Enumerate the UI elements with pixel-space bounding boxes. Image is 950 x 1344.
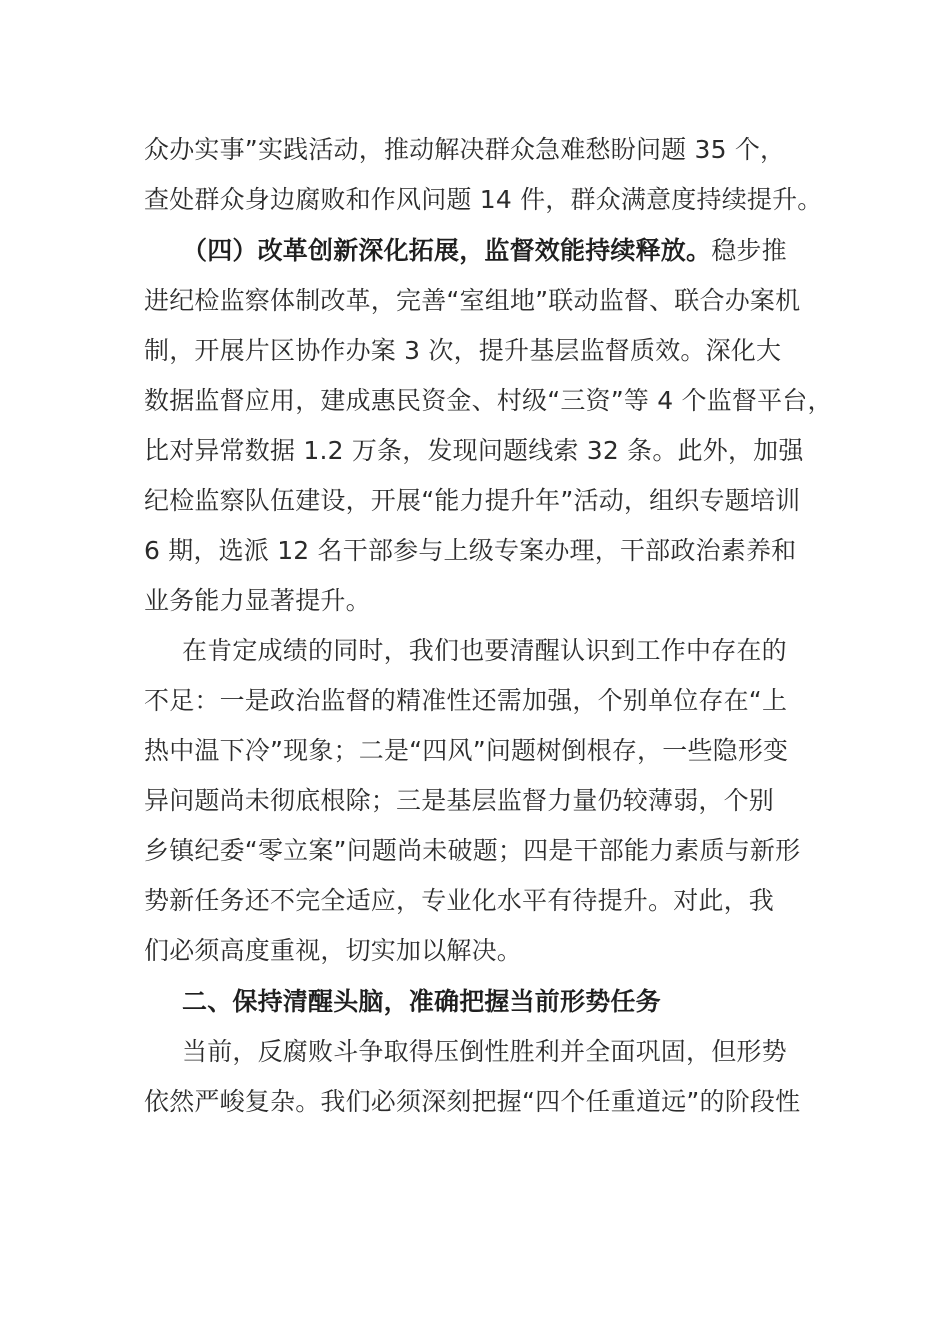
paragraph-line: 业务能力显著提升。 — [144, 586, 371, 615]
paragraph-line: 乡镇纪委“零立案”问题尚未破题；四是干部能力素质与新形 — [144, 836, 801, 865]
paragraph-line: 势新任务还不完全适应，专业化水平有待提升。对此，我 — [144, 886, 775, 915]
paragraph-first-line: 当前，反腐败斗争取得压倒性胜利并全面巩固，但形势 — [182, 1037, 787, 1066]
paragraph-line: 制，开展片区协作办案 3 次，提升基层监督质效。深化大 — [144, 336, 782, 365]
section-4-heading: （四）改革创新深化拓展，监督效能持续释放。 — [182, 236, 712, 265]
paragraph-line: 众办实事”实践活动，推动解决群众急难愁盼问题 35 个， — [144, 135, 786, 164]
paragraph-line: 查处群众身边腐败和作风问题 14 件，群众满意度持续提升。 — [144, 185, 823, 214]
paragraph-line: 热中温下冷”现象；二是“四风”问题树倒根存，一些隐形变 — [144, 736, 789, 765]
paragraph-line: 数据监督应用，建成惠民资金、村级“三资”等 4 个监督平台， — [144, 386, 833, 415]
section-4-lead-text: 稳步推 — [711, 236, 787, 265]
paragraph-first-line: 在肯定成绩的同时，我们也要清醒认识到工作中存在的 — [182, 636, 787, 665]
paragraph-line: 不足：一是政治监督的精准性还需加强，个别单位存在“上 — [144, 686, 788, 715]
paragraph-line: 们必须高度重视，切实加以解决。 — [144, 936, 523, 965]
paragraph-line: 纪检监察队伍建设，开展“能力提升年”活动，组织专题培训 — [144, 486, 801, 515]
paragraph-line: 依然严峻复杂。我们必须深刻把握“四个任重道远”的阶段性 — [144, 1087, 801, 1116]
paragraph-line: 进纪检监察体制改革，完善“室组地”联动监督、联合办案机 — [144, 286, 801, 315]
section-4-first-line — [182, 235, 787, 267]
paragraph-line: 异问题尚未彻底根除；三是基层监督力量仍较薄弱，个别 — [144, 786, 775, 815]
paragraph-line: 6 期，选派 12 名干部参与上级专案办理，干部政治素养和 — [144, 536, 797, 565]
part-2-heading: 二、保持清醒头脑，准确把握当前形势任务 — [182, 987, 661, 1016]
paragraph-line: 比对异常数据 1.2 万条，发现问题线索 32 条。此外，加强 — [144, 436, 804, 465]
